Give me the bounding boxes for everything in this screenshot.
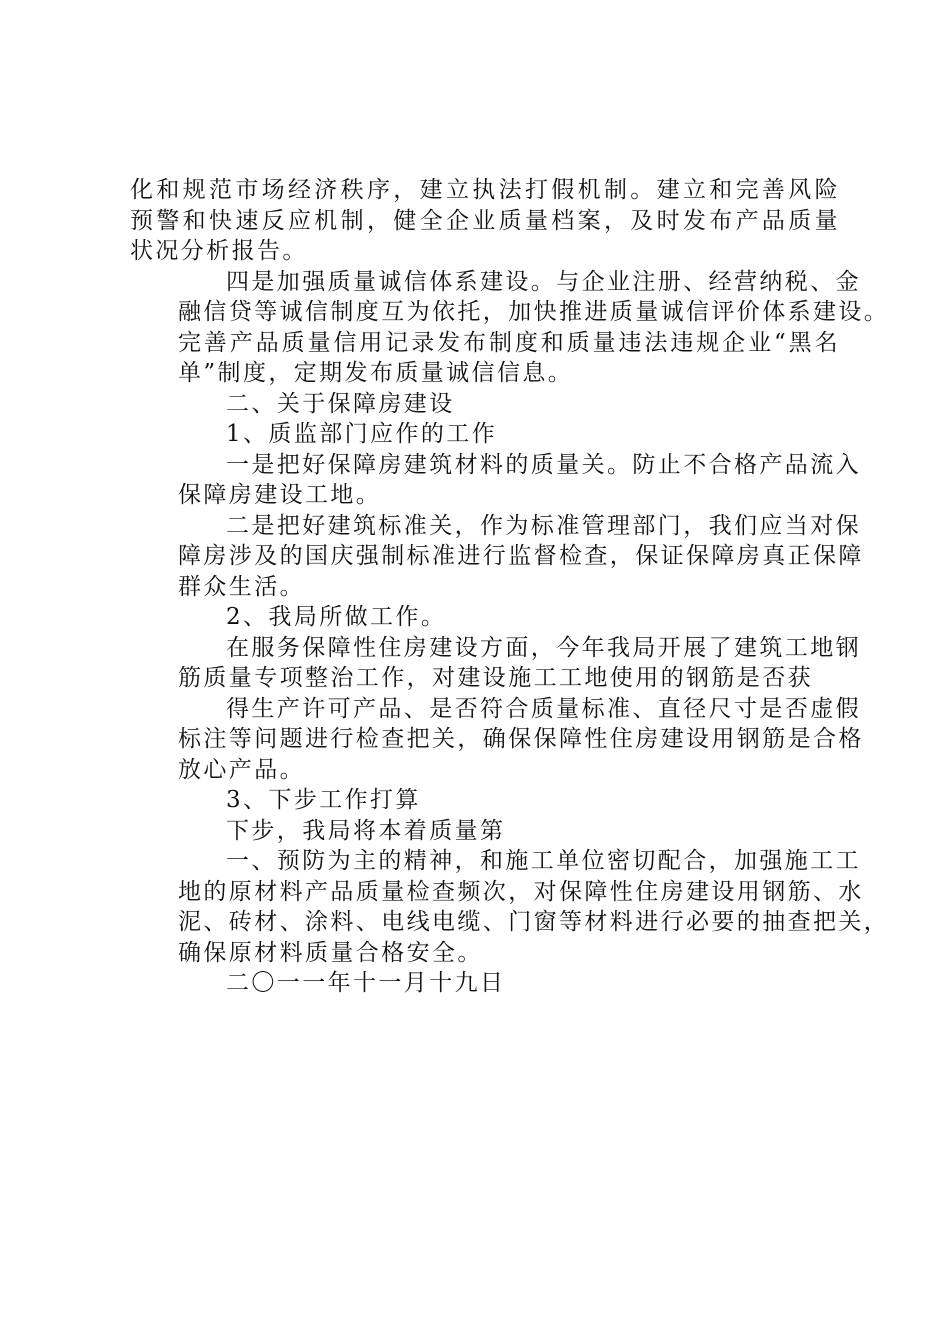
text-line: 在服务保障性住房建设方面，今年我局开展了建筑工地钢 (226, 634, 861, 661)
text-line: 二〇一一年十一月十九日 (226, 970, 506, 996)
paragraph (130, 846, 890, 968)
text-line: 二是把好建筑标准关，作为标准管理部门，我们应当对保 (226, 512, 861, 539)
text-line: 筋质量专项整治工作，对建设施工工地使用的钢筋是否获 (178, 665, 813, 691)
paragraph (130, 175, 840, 267)
paragraph (130, 511, 864, 603)
text-line: 地的原材料产品质量检查频次，对保障性住房建设用钢筋、水 (178, 878, 864, 905)
text-line: 化和规范市场经济秩序，建立执法打假机制。建立和完善风险 (130, 177, 840, 203)
paragraph (130, 602, 840, 633)
paragraph (130, 389, 840, 420)
text-line: 标注等问题进行检查把关，确保保障性住房建设用钢筋是合格 (178, 726, 864, 752)
text-line: 群众生活。 (178, 573, 305, 600)
text-line: 单”制度，定期发布质量诚信信息。 (178, 360, 574, 386)
text-line: 障房涉及的国庆强制标准进行监督检查，保证保障房真正保障 (178, 543, 864, 569)
text-line: 一、预防为主的精神，和施工单位密切配合，加强施工工 (226, 848, 861, 874)
text-line: 下步，我局将本着质量第 (226, 817, 506, 844)
text-line: 二、关于保障房建设 (226, 390, 455, 417)
text-line: 预警和快速反应机制，健全企业质量档案，及时发布产品质量 (130, 207, 840, 234)
text-line: 融信贷等诚信制度互为依托，加快推进质量诚信评价体系建设。 (178, 299, 890, 325)
text-line: 保障房建设工地。 (178, 482, 382, 508)
text-line: 一是把好保障房建筑材料的质量关。防止不合格产品流入 (226, 451, 861, 478)
paragraph (130, 694, 864, 786)
document-page (130, 175, 890, 999)
text-line: 3、下步工作打算 (226, 787, 421, 813)
paragraph (130, 785, 840, 816)
text-line: 放心产品。 (178, 756, 305, 783)
paragraph (130, 633, 861, 694)
paragraph (130, 267, 890, 389)
paragraph (130, 816, 840, 847)
text-line: 2、我局所做工作。 (226, 604, 447, 630)
text-line: 四是加强质量诚信体系建设。与企业注册、经营纳税、金 (226, 268, 861, 295)
text-line: 状况分析报告。 (130, 238, 308, 264)
text-line: 确保原材料质量合格安全。 (178, 939, 483, 966)
text-line: 完善产品质量信用记录发布制度和质量违法违规企业“黑名 (178, 329, 840, 356)
paragraph (130, 968, 840, 999)
text-line: 泥、砖材、涂料、电线电缆、门窗等材料进行必要的抽查把关， (178, 909, 890, 935)
text-line: 1、质监部门应作的工作 (226, 421, 498, 447)
paragraph (130, 450, 861, 511)
paragraph (130, 419, 840, 450)
text-line: 得生产许可产品、是否符合质量标准、直径尺寸是否虚假 (226, 695, 861, 722)
